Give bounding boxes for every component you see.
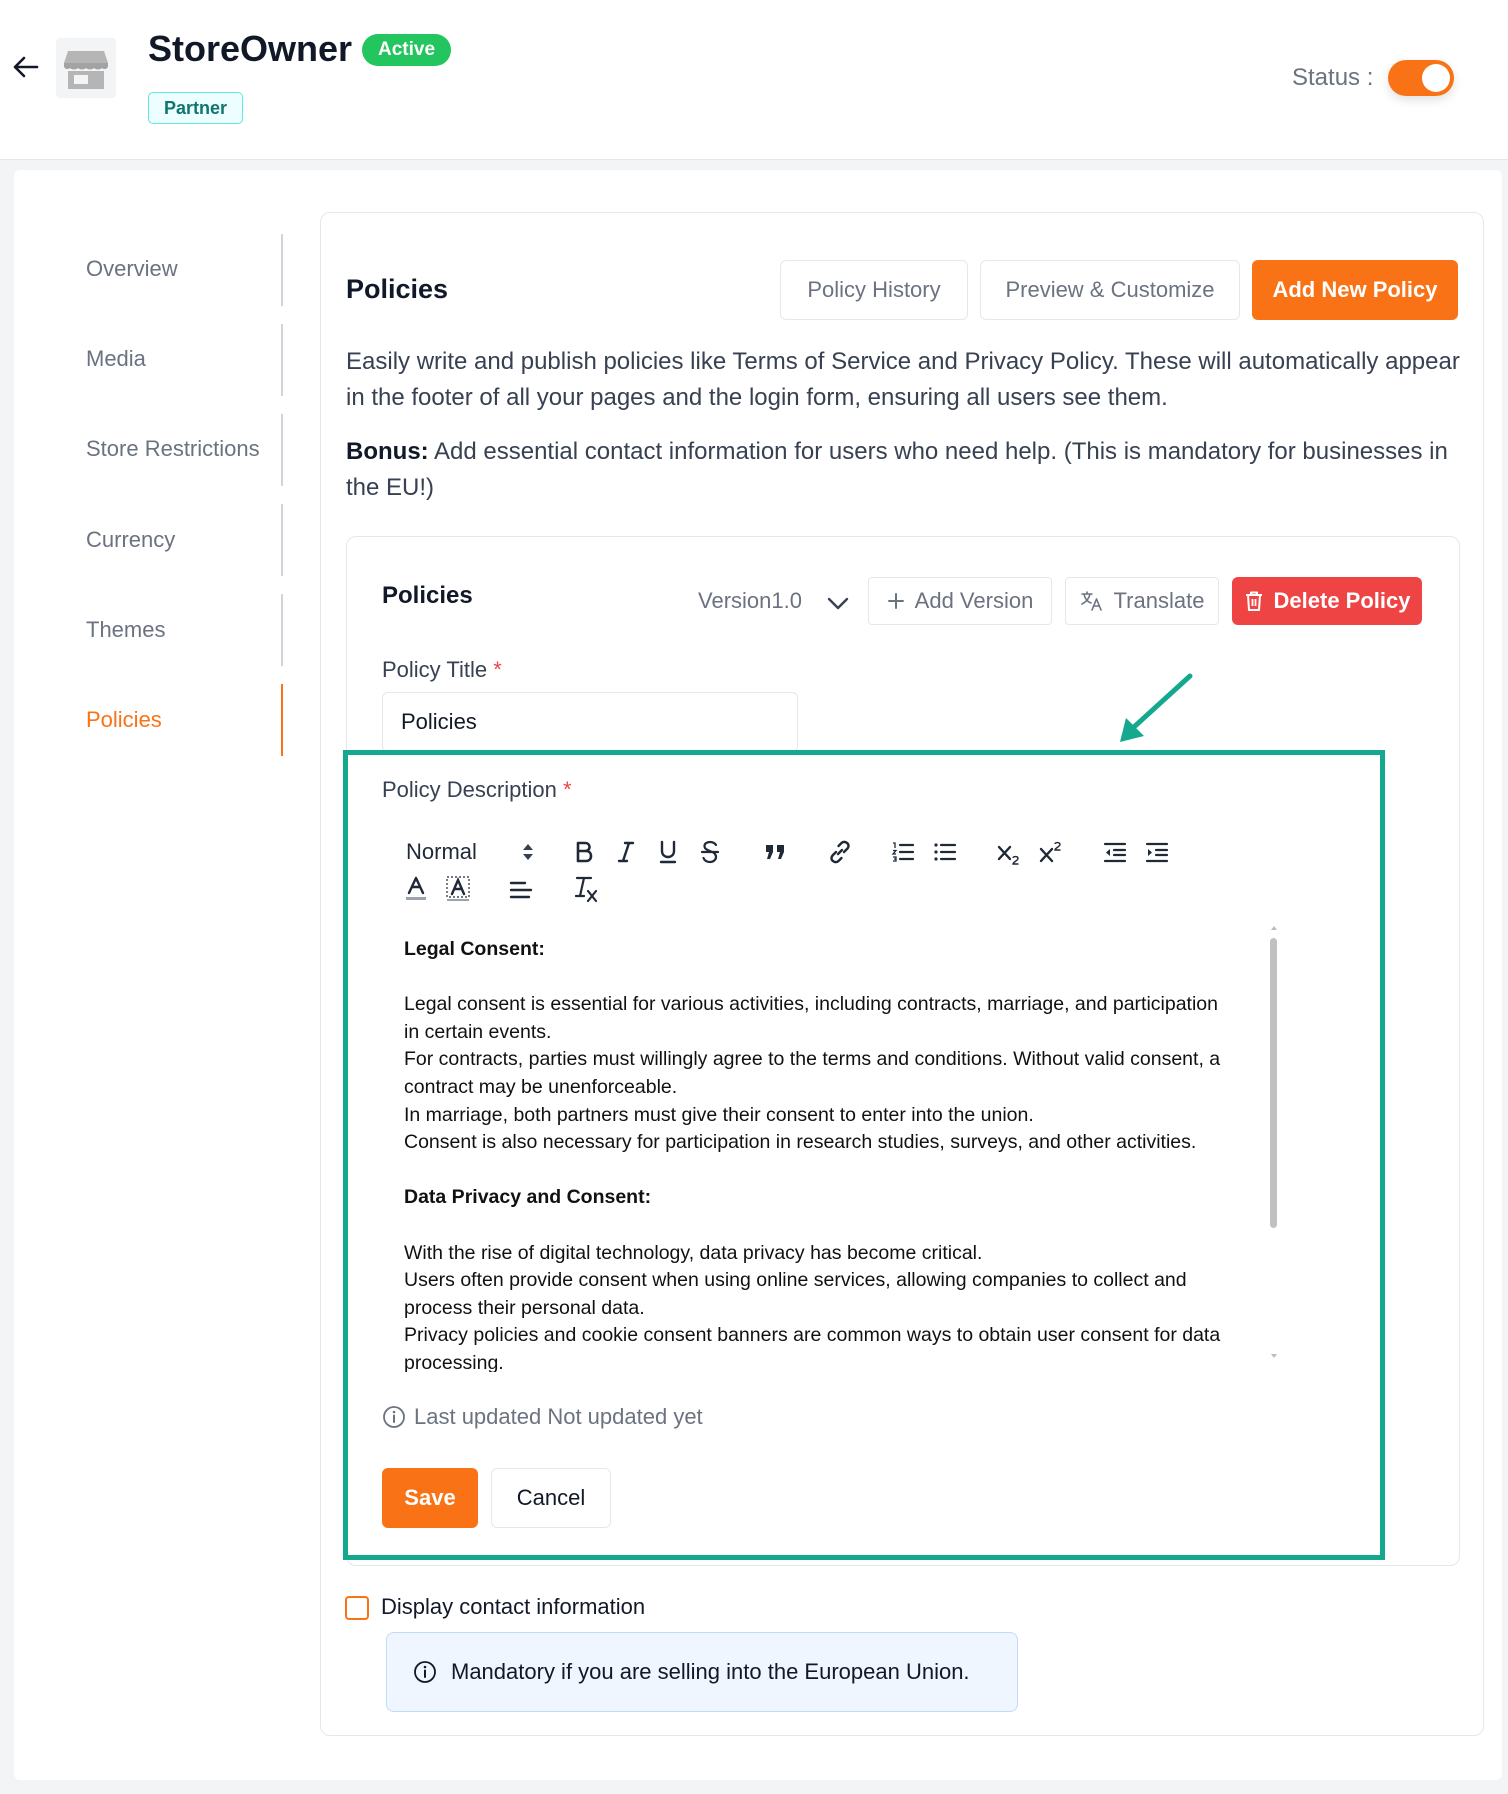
ordered-list-icon[interactable] xyxy=(890,838,916,866)
sidebar-item-store-restrictions[interactable]: Store Restrictions xyxy=(86,436,260,461)
policy-description-label-text: Policy Description xyxy=(382,777,557,802)
editor-paragraph: Legal consent is essential for various activities, including contracts, marriage, and participation in certain events. xyxy=(404,993,1219,1043)
sidebar-active-indicator xyxy=(281,684,283,756)
bullet-list-icon[interactable] xyxy=(932,838,958,866)
bonus-text: Add essential contact information for users who need help. (This is mandatory for businesses in the EU!) xyxy=(346,438,1448,501)
policy-card-title: Policies xyxy=(382,582,473,609)
info-icon xyxy=(382,1405,406,1429)
policy-description-editor[interactable] xyxy=(404,936,1234,1372)
translate-label: Translate xyxy=(1113,588,1205,613)
editor-blank-line xyxy=(404,964,1234,992)
page-title: Policies xyxy=(346,274,449,304)
store-icon xyxy=(56,38,116,98)
status-toggle[interactable] xyxy=(1388,60,1454,96)
annotation-arrow-icon xyxy=(1110,670,1194,750)
sidebar-item-currency[interactable]: Currency xyxy=(86,527,176,552)
sidebar-divider xyxy=(281,504,283,576)
editor-paragraph: Privacy policies and cookie consent banners are common ways to obtain user consent for data processing. xyxy=(404,1324,1221,1372)
subscript-icon[interactable] xyxy=(996,838,1022,868)
translate-button[interactable] xyxy=(1065,577,1219,625)
editor-paragraph: Users often provide consent when using online services, allowing companies to collect and process their personal data. xyxy=(404,1269,1187,1319)
editor-blank-line xyxy=(404,1212,1234,1240)
sidebar-divider xyxy=(281,324,283,396)
link-icon[interactable] xyxy=(826,838,854,866)
sidebar-item-media[interactable]: Media xyxy=(86,346,146,371)
cancel-button[interactable]: Cancel xyxy=(491,1468,611,1528)
format-select-arrows-icon[interactable] xyxy=(516,838,540,866)
align-icon[interactable] xyxy=(508,876,534,904)
policy-description-label xyxy=(382,777,572,803)
display-contact-label[interactable]: Display contact information xyxy=(381,1594,646,1619)
sidebar-item-overview[interactable]: Overview xyxy=(86,256,178,281)
superscript-icon[interactable] xyxy=(1038,838,1064,868)
editor-paragraph: With the rise of digital technology, data privacy has become critical. xyxy=(404,1241,983,1264)
add-version-button[interactable] xyxy=(868,577,1052,625)
sidebar-divider xyxy=(281,414,283,486)
eu-info-box xyxy=(386,1632,1018,1712)
info-icon xyxy=(413,1660,437,1684)
toggle-knob xyxy=(1422,64,1450,92)
editor-paragraph: For contracts, parties must willingly agree to the terms and conditions. Without valid consent, a contract may be unenforceable. xyxy=(404,1048,1221,1098)
editor-blank-line xyxy=(404,1157,1234,1185)
policy-title-label xyxy=(382,657,502,683)
back-arrow-icon[interactable] xyxy=(10,52,40,82)
editor-heading: Legal Consent: xyxy=(404,938,545,960)
text-color-icon[interactable] xyxy=(402,874,430,904)
version-select[interactable]: Version1.0 xyxy=(698,588,802,613)
editor-heading: Data Privacy and Consent: xyxy=(404,1186,652,1209)
indent-icon[interactable] xyxy=(1144,838,1170,866)
required-mark: * xyxy=(562,777,572,802)
trash-icon xyxy=(1244,590,1264,612)
delete-policy-label: Delete Policy xyxy=(1273,588,1411,613)
add-version-label: Add Version xyxy=(914,588,1034,613)
bonus-note xyxy=(346,434,1466,506)
policies-description: Easily write and publish policies like Terms of Service and Privacy Policy. These will automatically appear in the footer of all your pages and the login form, ensuring all users see them. xyxy=(346,348,1460,411)
last-updated-status xyxy=(382,1404,703,1430)
editor-scrollbar-thumb[interactable] xyxy=(1270,938,1277,1228)
status-label: Status : xyxy=(1292,64,1374,91)
sidebar-divider xyxy=(281,594,283,666)
partner-badge: Partner xyxy=(148,92,243,124)
delete-policy-button[interactable] xyxy=(1232,577,1422,625)
last-updated-text: Last updated Not updated yet xyxy=(414,1404,703,1429)
bonus-label: Bonus: xyxy=(346,438,429,465)
eu-info-text: Mandatory if you are selling into the European Union. xyxy=(451,1659,970,1684)
bold-icon[interactable] xyxy=(572,838,596,866)
underline-icon[interactable] xyxy=(656,838,680,866)
policy-history-button[interactable]: Policy History xyxy=(780,260,968,320)
policy-title-value: Policies xyxy=(401,709,477,734)
preview-customize-button[interactable]: Preview & Customize xyxy=(980,260,1240,320)
save-button[interactable]: Save xyxy=(382,1468,478,1528)
outdent-icon[interactable] xyxy=(1102,838,1128,866)
background-color-icon[interactable] xyxy=(444,874,472,904)
required-mark: * xyxy=(493,657,502,682)
display-contact-checkbox[interactable] xyxy=(345,1596,369,1620)
clear-format-icon[interactable] xyxy=(574,874,600,904)
translate-icon xyxy=(1080,590,1104,612)
policy-title-input[interactable] xyxy=(382,692,798,752)
strikethrough-icon[interactable] xyxy=(698,838,722,866)
active-status-badge: Active xyxy=(362,34,451,66)
add-new-policy-button[interactable]: Add New Policy xyxy=(1252,260,1458,320)
sidebar-item-themes[interactable]: Themes xyxy=(86,617,166,642)
sidebar-divider xyxy=(281,234,283,306)
italic-icon[interactable] xyxy=(614,838,638,866)
blockquote-icon[interactable] xyxy=(762,838,788,866)
sidebar-item-policies[interactable]: Policies xyxy=(86,707,162,732)
editor-paragraph: Consent is also necessary for participation in research studies, surveys, and other activities. xyxy=(404,1131,1197,1154)
chevron-down-icon[interactable] xyxy=(826,594,850,612)
plus-icon xyxy=(887,592,905,610)
store-name: StoreOwner xyxy=(148,28,353,69)
page-header xyxy=(0,0,1508,160)
editor-paragraph: In marriage, both partners must give their consent to enter into the union. xyxy=(404,1103,1034,1126)
policy-title-label-text: Policy Title xyxy=(382,657,488,682)
format-select[interactable]: Normal xyxy=(406,839,477,864)
